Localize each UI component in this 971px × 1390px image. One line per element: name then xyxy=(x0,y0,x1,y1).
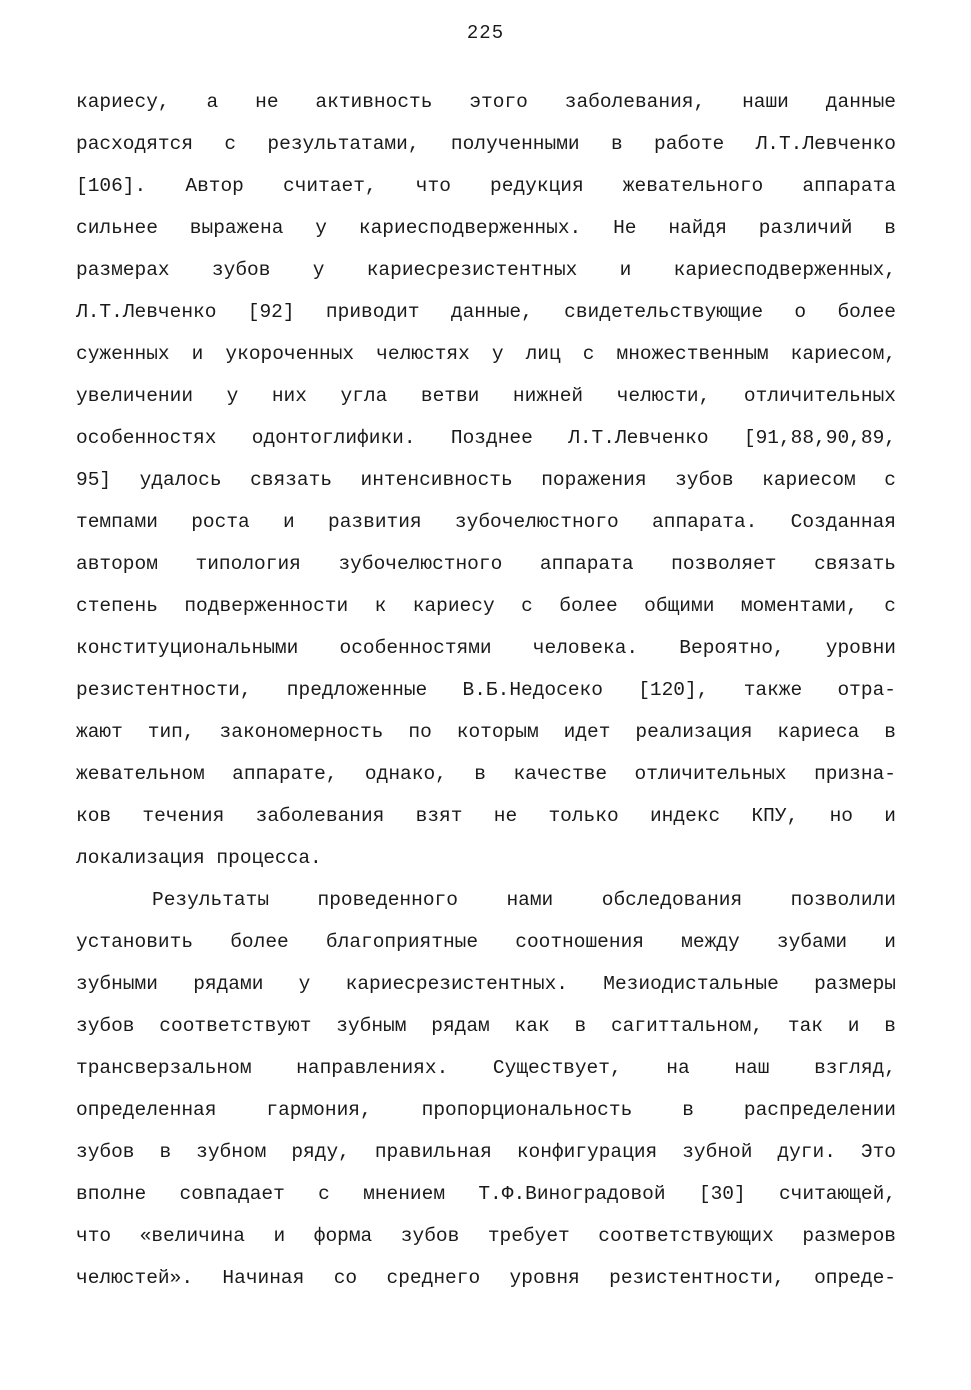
text-line: степень подверженности к кариесу с более общими моментами, с xyxy=(76,595,896,617)
text-line: сильнее выражена у кариесподверженных. Не найдя различий в xyxy=(76,217,896,239)
text-line: увеличении у них угла ветви нижней челюсти, отличительных xyxy=(76,385,896,407)
text-line: суженных и укороченных челюстях у лиц с множественным кариесом, xyxy=(76,343,896,365)
text-line: челюстей». Начиная со среднего уровня резистентности, опреде- xyxy=(76,1267,896,1289)
text-line: ков течения заболевания взят не только индекс КПУ, но и xyxy=(76,805,896,827)
text-line: конституциональными особенностями человека. Вероятно, уровни xyxy=(76,637,896,659)
text-line: жают тип, закономерность по которым идет реализация кариеса в xyxy=(76,721,896,743)
text-line: локализация процесса. xyxy=(76,847,322,869)
text-line: кариесу, а не активность этого заболевания, наши данные xyxy=(76,91,896,113)
text-line: [106]. Автор считает, что редукция жевательного аппарата xyxy=(76,175,896,197)
text-line: зубными рядами у кариесрезистентных. Мезиодистальные размеры xyxy=(76,973,896,995)
text-line: резистентности, предложенные В.Б.Недосеко [120], также отра- xyxy=(76,679,896,701)
text-line: что «величина и форма зубов требует соответствующих размеров xyxy=(76,1225,896,1247)
text-line: расходятся с результатами, полученными в работе Л.Т.Левченко xyxy=(76,133,896,155)
text-line: 95] удалось связать интенсивность поражения зубов кариесом с xyxy=(76,469,896,491)
text-line: трансверзальном направлениях. Существует, на наш взгляд, xyxy=(76,1057,896,1079)
text-line: зубов соответствуют зубным рядам как в сагиттальном, так и в xyxy=(76,1015,896,1037)
text-line: автором типология зубочелюстного аппарата позволяет связать xyxy=(76,553,896,575)
text-line: темпами роста и развития зубочелюстного аппарата. Созданная xyxy=(76,511,896,533)
text-line: размерах зубов у кариесрезистентных и кариесподверженных, xyxy=(76,259,896,281)
paragraph-first-line: Результаты проведенного нами обследования позволили xyxy=(152,889,896,911)
page-number: 225 xyxy=(466,22,505,44)
text-line: жевательном аппарате, однако, в качестве отличительных призна- xyxy=(76,763,896,785)
text-line: установить более благоприятные соотношения между зубами и xyxy=(76,931,896,953)
text-line: Л.Т.Левченко [92] приводит данные, свидетельствующие о более xyxy=(76,301,896,323)
text-line: зубов в зубном ряду, правильная конфигурация зубной дуги. Это xyxy=(76,1141,896,1163)
text-line: особенностях одонтоглифики. Позднее Л.Т.Левченко [91,88,90,89, xyxy=(76,427,896,449)
text-line: вполне совпадает с мнением Т.Ф.Виноградовой [30] считающей, xyxy=(76,1183,896,1205)
text-line: определенная гармония, пропорциональность в распределении xyxy=(76,1099,896,1121)
